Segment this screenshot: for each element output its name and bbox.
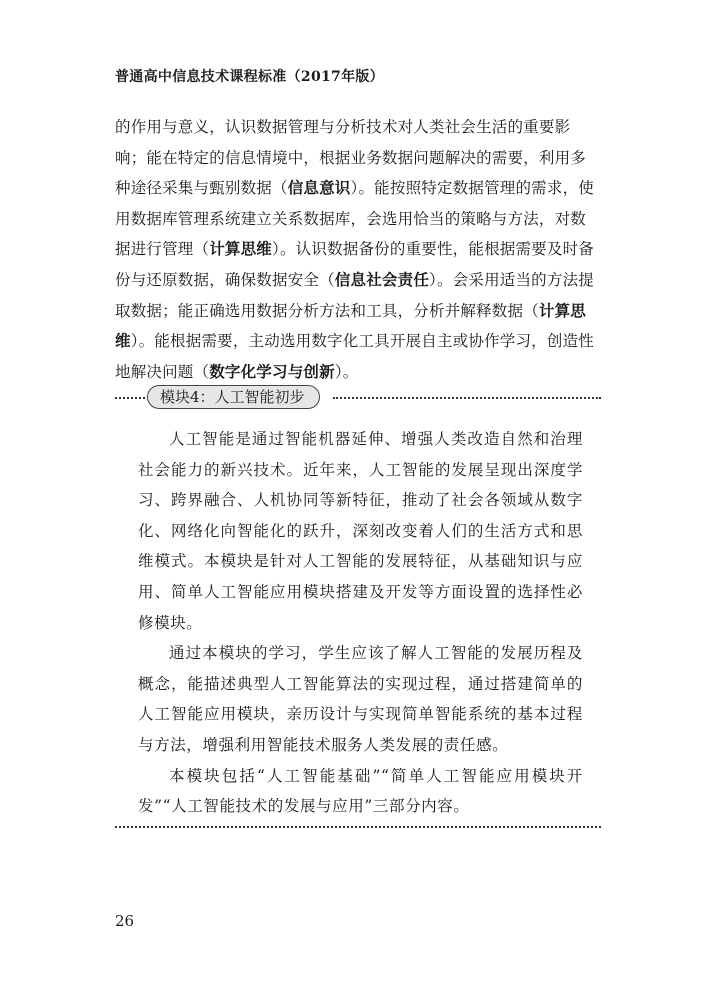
module-heading-row — [115, 385, 601, 409]
dotted-rule-left — [115, 397, 145, 399]
keyword-bold: 信息社会责任 — [334, 270, 430, 289]
dotted-rule-right — [333, 397, 601, 399]
intro-segment: 的作用与意义，认识数据管理与分析技术对人类社会生活的重要影响；能在特定的信息情境中，根据业务数据问题解决的需要，利用多种途径采集与甄别数据（ — [115, 118, 587, 198]
intro-paragraph — [115, 112, 601, 387]
page-number: 26 — [115, 912, 135, 930]
running-header: 普通高中信息技术课程标准（2017年版） — [115, 69, 384, 85]
intro-segment: ）。认识数据备份的重要性，能根据需要及时备份与还原数据，确保数据安全（ — [115, 240, 594, 289]
module-paragraph: 本模块包括“人工智能基础”“简单人工智能应用模块开发”“人工智能技术的发展与应用”三部分内容。 — [138, 766, 583, 816]
module-body — [138, 424, 583, 822]
intro-segment: ）。能按照特定数据管理的需求，使用数据库管理系统建立关系数据库，会选用恰当的策略与方法，对数据进行管理（ — [115, 179, 594, 259]
intro-text — [115, 112, 601, 387]
keyword-bold: 计算思维 — [115, 301, 587, 351]
intro-segment: ）。会采用适当的方法提取数据；能正确选用数据分析方法和工具，分析并解释数据（ — [115, 270, 594, 320]
keyword-bold: 信息意识 — [287, 179, 351, 198]
intro-segment: ）。 — [334, 362, 359, 381]
keyword-bold: 计算思维 — [209, 240, 273, 259]
module-paragraph: 人工智能是通过智能机器延伸、增强人类改造自然和治理社会能力的新兴技术。近年来，人工智能的发展呈现出深度学习、跨界融合、人机协同等新特征，推动了社会各领域从数字化、网络化向智能化的跃升，深刻改变着人们的生活方式和思维模式。本模块是针对人工智能的发展特征，从基础知识与应用、简单人工智能应用模块搭建及开发等方面设置的选择性必修模块。 — [138, 430, 583, 632]
dotted-rule-bottom — [115, 826, 601, 828]
keyword-bold: 数字化学习与创新 — [209, 362, 335, 381]
intro-segment: ）。能根据需要，主动选用数字化工具开展自主或协作学习，创造性地解决问题（ — [115, 332, 594, 381]
module-paragraph: 通过本模块的学习，学生应该了解人工智能的发展历程及概念，能描述典型人工智能算法的实现过程，通过搭建简单的人工智能应用模块，亲历设计与实现简单智能系统的基本过程与方法，增强利用智能技术服务人类发展的责任感。 — [138, 644, 583, 754]
module-tag: 模块4：人工智能初步 — [147, 385, 320, 409]
